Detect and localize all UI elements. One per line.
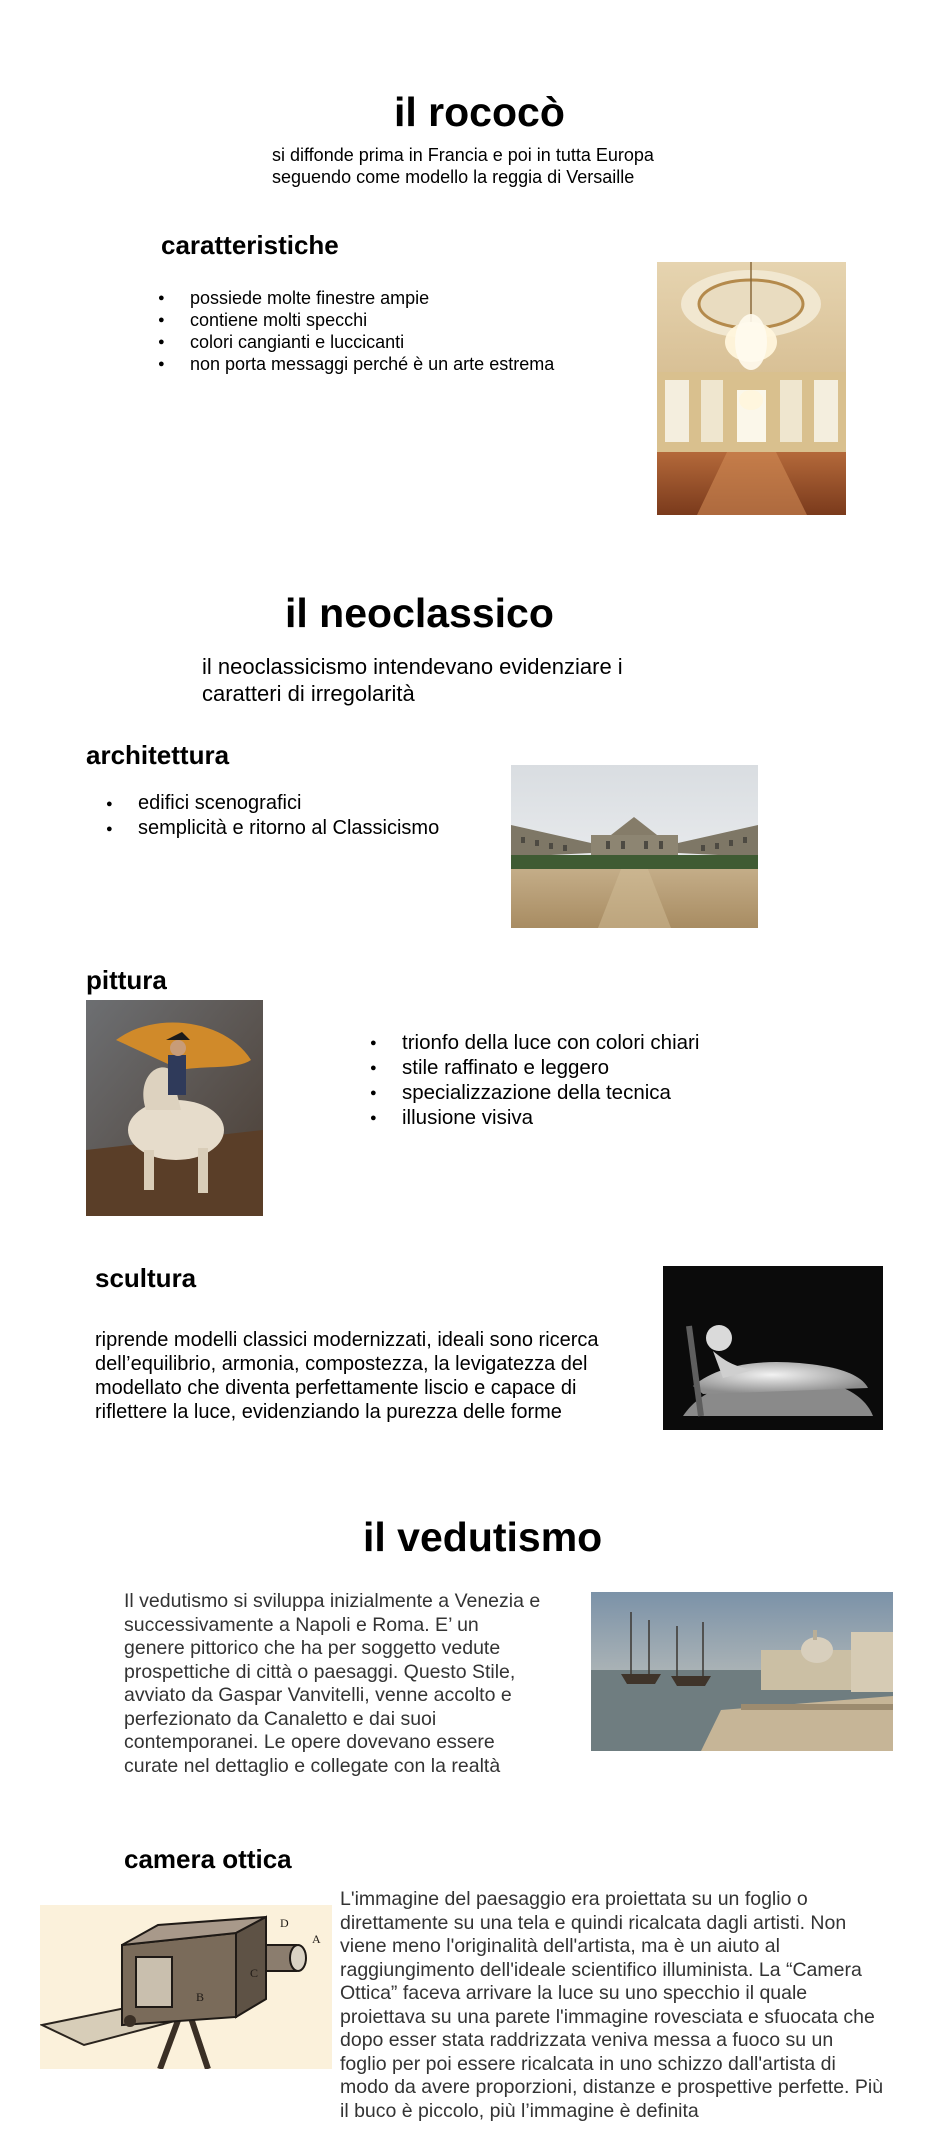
camera-ottica-line: L'immagine del paesaggio era proiettata su un foglio o: [340, 1888, 808, 1910]
rococo-intro: [272, 144, 654, 188]
camera-ottica-line: foglio per poi essere ricalcata in uno schizzo dall'artista di: [340, 2052, 836, 2075]
napoleon-painting-image: [86, 1000, 263, 1216]
rococo-intro-line: si diffonde prima in Francia e poi in tutta Europa: [272, 145, 654, 165]
vedutismo-line: avviato da Gaspar Vanvitelli, venne accolto e: [124, 1684, 512, 1706]
list-item: ● semplicità e ritorno al Classicismo: [104, 816, 439, 841]
list-item: ● edifici scenografici: [104, 791, 439, 816]
list-item: ● illusione visiva: [368, 1105, 699, 1130]
list-item: ● trionfo della luce con colori chiari: [368, 1030, 699, 1055]
camera-ottica-line: direttamente su una tela e quindi ricalcata dagli artisti. Non: [340, 1911, 847, 1934]
rococo-title: il rococò: [394, 89, 565, 135]
vedutismo-line: successivamente a Napoli e Roma. E’ un: [124, 1613, 479, 1636]
scultura-text: [95, 1328, 599, 1424]
scultura-line: riprende modelli classici modernizzati, ideali sono ricerca: [95, 1329, 599, 1351]
rococo-list: [156, 287, 554, 375]
venice-painting-image: [591, 1592, 893, 1751]
rococo-section-title: caratteristiche: [161, 230, 339, 260]
sculpture-image: [663, 1266, 883, 1430]
scultura-line: dell’equilibrio, armonia, compostezza, la levigatezza del: [95, 1353, 588, 1375]
vedutismo-title: il vedutismo: [363, 1514, 603, 1560]
camera-ottica-text: [340, 1888, 883, 2123]
vedutismo-text: [124, 1590, 540, 1778]
neoclassico-intro: [202, 653, 623, 707]
camera-ottica-line: Ottica” faceva arrivare la luce su uno specchio il quale: [340, 1982, 808, 2004]
list-item: ● colori cangianti e luccicanti: [156, 331, 554, 353]
vedutismo-line: contemporanei. Le opere dovevano essere: [124, 1731, 495, 1753]
neoclassico-intro-line: caratteri di irregolarità: [202, 681, 415, 706]
neoclassico-intro-line: il neoclassicismo intendevano evidenziare i: [202, 654, 623, 679]
camera-ottica-line: viene meno l'originalità dell'artista, ma è un aiuto al: [340, 1935, 780, 1957]
list-item: ● possiede molte finestre ampie: [156, 287, 554, 309]
camera-ottica-line: raggiungimento dell'ideale scientifico illuminista. La “Camera: [340, 1958, 862, 1981]
rococo-intro-line: seguendo come modello la reggia di Versaille: [272, 167, 635, 187]
camera-ottica-line: dopo esser stata raddrizzata veniva messa a fuoco su un: [340, 2029, 834, 2051]
palace-image: [511, 765, 758, 928]
vedutismo-line: Il vedutismo si sviluppa inizialmente a Venezia e: [124, 1590, 541, 1612]
camera-ottica-line: il buco è piccolo, più l’immagine è definita: [340, 2099, 699, 2122]
scultura-line: modellato che diventa perfettamente liscio e capace di: [95, 1377, 577, 1399]
vedutismo-line: prospettiche di città o paesaggi. Questo Stile,: [124, 1660, 516, 1683]
pittura-list: [368, 1030, 699, 1130]
camera-ottica-title: camera ottica: [124, 1844, 292, 1874]
camera-ottica-line: modo da avere proporzioni, distanze e prospettive perfette. Più: [340, 2076, 884, 2098]
rococo-hall-image: [657, 262, 846, 515]
scultura-line: riflettere la luce, evidenziando la purezza delle forme: [95, 1401, 562, 1423]
list-item: ● specializzazione della tecnica: [368, 1080, 699, 1105]
vedutismo-line: genere pittorico che ha per soggetto vedute: [124, 1637, 501, 1659]
camera-diagram-letter: A: [312, 1932, 321, 1946]
scultura-title: scultura: [95, 1263, 197, 1293]
pittura-title: pittura: [86, 965, 167, 995]
vedutismo-line: curate nel dettaglio e collegate con la realtà: [124, 1754, 501, 1777]
vedutismo-line: perfezionato da Canaletto e dai suoi: [124, 1707, 437, 1730]
neoclassico-title: il neoclassico: [285, 590, 554, 636]
architettura-list: [104, 791, 439, 841]
camera-diagram-letter: B: [196, 1990, 205, 2004]
camera-obscura-image: [40, 1905, 332, 2069]
list-item: ● stile raffinato e leggero: [368, 1055, 699, 1080]
list-item: ● non porta messaggi perché è un arte estrema: [156, 353, 554, 375]
list-item: ● contiene molti specchi: [156, 309, 554, 331]
camera-diagram-letter: D: [280, 1916, 289, 1930]
camera-ottica-line: proiettava su una parete l'immagine rovesciata e sfuocata che: [340, 2005, 875, 2028]
architettura-title: architettura: [86, 740, 230, 770]
camera-diagram-letter: C: [250, 1966, 259, 1980]
